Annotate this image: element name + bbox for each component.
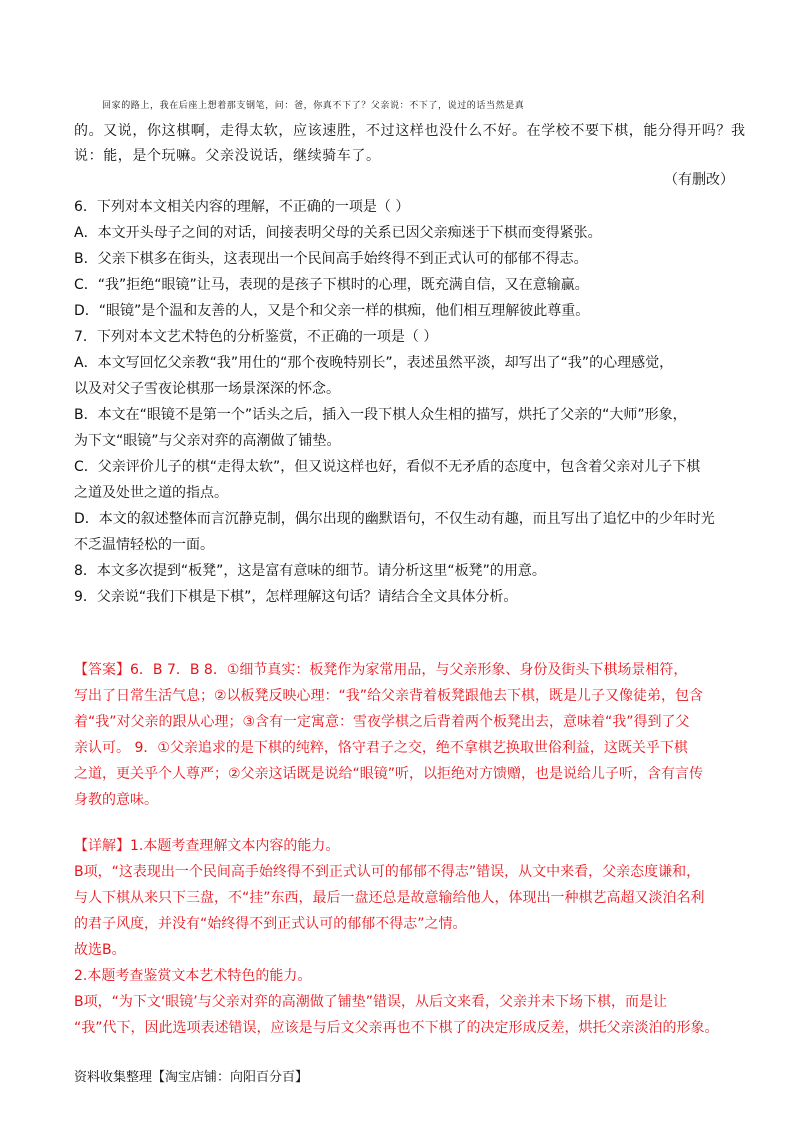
question-6-option-d: D．“眼镜”是个温和友善的人，又是个和父亲一样的棋痴，他们相互理解彼此尊重。 [74, 303, 590, 319]
question-6-option-b: B．父亲下棋多在街头，这表现出一个民间高手始终得不到正式认可的郁郁不得志。 [74, 251, 588, 267]
answer-line-5: 之道，更关乎个人尊严；②父亲这话既是说给“眼镜”听，以拒绝对方馈赠，也是说给儿子听，含有言传 [74, 766, 704, 782]
answer-line-3: 着“我”对父亲的跟从心理；③含有一定寓意：雪夜学棋之后背着两个板凳出去，意味着“我”得到了父 [74, 714, 690, 730]
question-7-option-b-line-2: 为下文“眼镜”与父亲对弈的高潮做了铺垫。 [74, 433, 341, 449]
question-7-option-d-line-2: 不乏温情轻松的一面。 [74, 537, 214, 553]
detail-line-1: 【详解】1.本题考查理解文本内容的能力。 [74, 838, 340, 854]
question-8: 8．本文多次提到“板凳”，这是富有意味的细节。请分析这里“板凳”的用意。 [74, 563, 546, 579]
detail-line-4: 的君子风度，并没有“始终得不到正式认可的郁郁不得志”之情。 [74, 916, 467, 932]
story-line-2: 的。又说，你这棋啊，走得太软，应该速胜，不过这样也没什么不好。在学校不要下棋，能分得开吗？我 [74, 123, 746, 139]
question-9: 9．父亲说“我们下棋是下棋”，怎样理解这句话？请结合全文具体分析。 [74, 589, 518, 605]
answer-line-4: 亲认可。 9．①父亲追求的是下棋的纯粹，恪守君子之交，绝不拿棋艺换取世俗利益，这既关乎下棋 [74, 740, 688, 756]
question-7-option-a-line-2: 以及对父子雪夜论棋那一场景深深的怀念。 [74, 381, 340, 397]
page-footer: 资料收集整理【淘宝店铺：向阳百分百】 [74, 1070, 309, 1085]
story-line-3: 说：能，是个玩嘛。父亲没说话，继续骑车了。 [74, 148, 381, 164]
question-7-option-c-line-2: 之道及处世之道的指点。 [74, 485, 228, 501]
answer-line-1: 【答案】6．B 7．B 8．①细节真实：板凳作为家常用品，与父亲形象、身份及街头下棋场景相符， [74, 662, 688, 678]
question-6-option-a: A．本文开头母子之间的对话，间接表明父母的关系已因父亲痴迷于下棋而变得紧张。 [74, 225, 602, 241]
question-7-option-a-line-1: A．本文写回忆父亲教“我”用仕的“那个夜晚特别长”，表述虽然平淡，却写出了“我”的心理感觉， [74, 355, 674, 371]
question-7-option-c-line-1: C．父亲评价儿子的棋“走得太软”，但又说这样也好，看似不无矛盾的态度中，包含着父亲对儿子下棋 [74, 459, 701, 475]
detail-line-8: “我”代下，因此选项表述错误，应该是与后文父亲再也不下棋了的决定形成反差，烘托父亲淡泊的形象。 [74, 1020, 719, 1036]
detail-line-5: 故选B。 [74, 942, 126, 958]
answer-line-2: 写出了日常生活气息；②以板凳反映心理：“我”给父亲背着板凳跟他去下棋，既是儿子又像徒弟，包含 [74, 688, 704, 704]
detail-line-3: 与人下棋从来只下三盘，不“挂”东西，最后一盘还总是故意输给他人，体现出一种棋艺高超又淡泊名利 [74, 890, 705, 906]
question-6-option-c: C．“我”拒绝“眼镜”让马，表现的是孩子下棋时的心理，既充满自信，又在意输赢。 [74, 277, 589, 293]
question-7: 7．下列对本文艺术特色的分析鉴赏，不正确的一项是（ ） [74, 329, 438, 345]
story-line-1: 回家的路上，我在后座上想着那支钢笔，问：爸，你真不下了？父亲说：不下了，说过的话当然是真 [102, 101, 525, 111]
detail-line-2: B项，“这表现出一个民间高手始终得不到正式认可的郁郁不得志”错误，从文中来看，父亲态度谦和， [74, 864, 701, 880]
edit-note: （有删改） [664, 172, 734, 188]
detail-line-7: B项，“为下文‘眼镜’与父亲对弈的高潮做了铺垫”错误，从后文来看，父亲并未下场下棋，而是让 [74, 994, 668, 1010]
detail-line-6: 2.本题考查鉴赏文本艺术特色的能力。 [74, 968, 312, 984]
question-6: 6．下列对本文相关内容的理解，不正确的一项是（ ） [74, 199, 410, 215]
answer-line-6: 身教的意味。 [74, 792, 158, 808]
question-7-option-d-line-1: D．本文的叙述整体而言沉静克制，偶尔出现的幽默语句，不仅生动有趣，而且写出了追忆中的少年时光 [74, 511, 715, 527]
question-7-option-b-line-1: B．本文在“眼镜不是第一个”话头之后，插入一段下棋人众生相的描写，烘托了父亲的“大师”形象， [74, 407, 687, 423]
